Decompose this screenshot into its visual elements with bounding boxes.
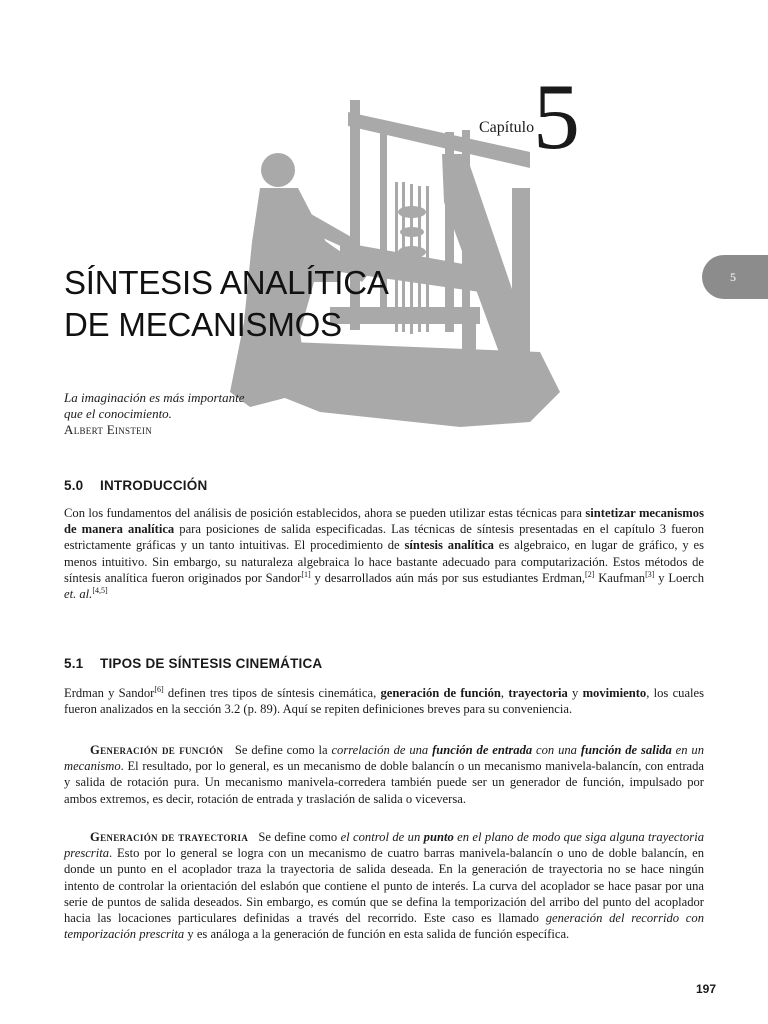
section-number: 5.0 [64, 478, 84, 493]
thumb-tab-number: 5 [730, 269, 736, 284]
citation-ref: [1] [301, 569, 311, 579]
intro-paragraph: Con los fundamentos del análisis de posición establecidos, ahora se pueden utilizar estas técnicas para sintetizar mecanismos de manera analítica para posiciones de salida especificadas. Las técnicas de síntesis presentadas en el capítulo 3 fueron estrictamente gráficas y un tanto intuitivas. El procedimiento de síntesis analítica es algebraico, en lugar de gráfico, y es menos intuitivo. Sin embargo, su naturaleza algebraica lo hace bastante adecuado para computarización. Estos métodos de síntesis analítica fueron originados por Sandor[1] y desarrollados aún más por sus estudiantes Erdman,[2] Kaufman[3] y Loerch et. al.[4,5] [64, 506, 705, 602]
chapter-title [64, 262, 389, 346]
epigraph [64, 390, 245, 438]
epigraph-line1: La imaginación es más importante [64, 390, 245, 405]
run-in-heading: Generación de función [90, 743, 224, 757]
section-heading-5-0 [64, 478, 207, 493]
path-generation-paragraph: Generación de trayectoria Se define como el control de un punto en el plano de modo que siga alguna trayectoria prescrita. Esto por lo general se logra con un mecanismo de cuatro barras manivela-balancín o uno de doble balancín, en donde un punto en el acoplador traza la trayectoria de salida deseada. En la generación de trayectoria no se hace ningún intento de controlar la orientación del eslabón que contiene el punto de interés. La curva del acoplador se hace pasar por una serie de puntos de salida deseados. Sin embargo, es común que se defina la temporización del arribo del punto del acoplador hacia las locaciones particulares definidas a través del recorrido. Este caso es llamado generación del recorrido con temporización prescrita y es análoga a la generación de función en esta salida de función específica. [64, 830, 704, 942]
citation-ref: [2] [585, 569, 595, 579]
citation-ref: [4,5] [92, 585, 108, 595]
chapter-title-line2: DE MECANISMOS [64, 306, 342, 343]
citation-ref: [3] [645, 569, 655, 579]
function-generation-paragraph: Generación de función Se define como la correlación de una función de entrada con una función de salida en un mecanismo. El resultado, por lo general, es un mecanismo de doble balancín o un mecanismo manivela-balancín, con entrada y salida de rotación pura. Un mecanismo manivela-corredera también puede ser un generador de función, impulsado por ambos extremos, es decir, rotación de entrada y traslación de salida o viceversa. [64, 743, 704, 806]
epigraph-author: Albert Einstein [64, 422, 153, 437]
citation-ref: [6] [154, 684, 164, 694]
section-number: 5.1 [64, 656, 84, 671]
run-in-heading: Generación de trayectoria [90, 830, 249, 844]
chapter-number: 5 [533, 65, 580, 169]
chapter-label: Capítulo [479, 119, 535, 136]
section-title: INTRODUCCIÓN [100, 478, 208, 493]
chapter-thumb-tab [702, 255, 768, 299]
chapter-title-line1: SÍNTESIS ANALÍTICA [64, 264, 389, 301]
epigraph-line2: que el conocimiento. [64, 406, 172, 421]
types-paragraph: Erdman y Sandor[6] definen tres tipos de síntesis cinemática, generación de función, trayectoria y movimiento, los cuales fueron analizados en la sección 3.2 (p. 89). Aquí se repiten definiciones breves para su conveniencia. [64, 684, 705, 717]
page-number: 197 [696, 982, 717, 996]
section-title: TIPOS DE SÍNTESIS CINEMÁTICA [100, 656, 323, 671]
section-heading-5-1 [64, 656, 322, 671]
